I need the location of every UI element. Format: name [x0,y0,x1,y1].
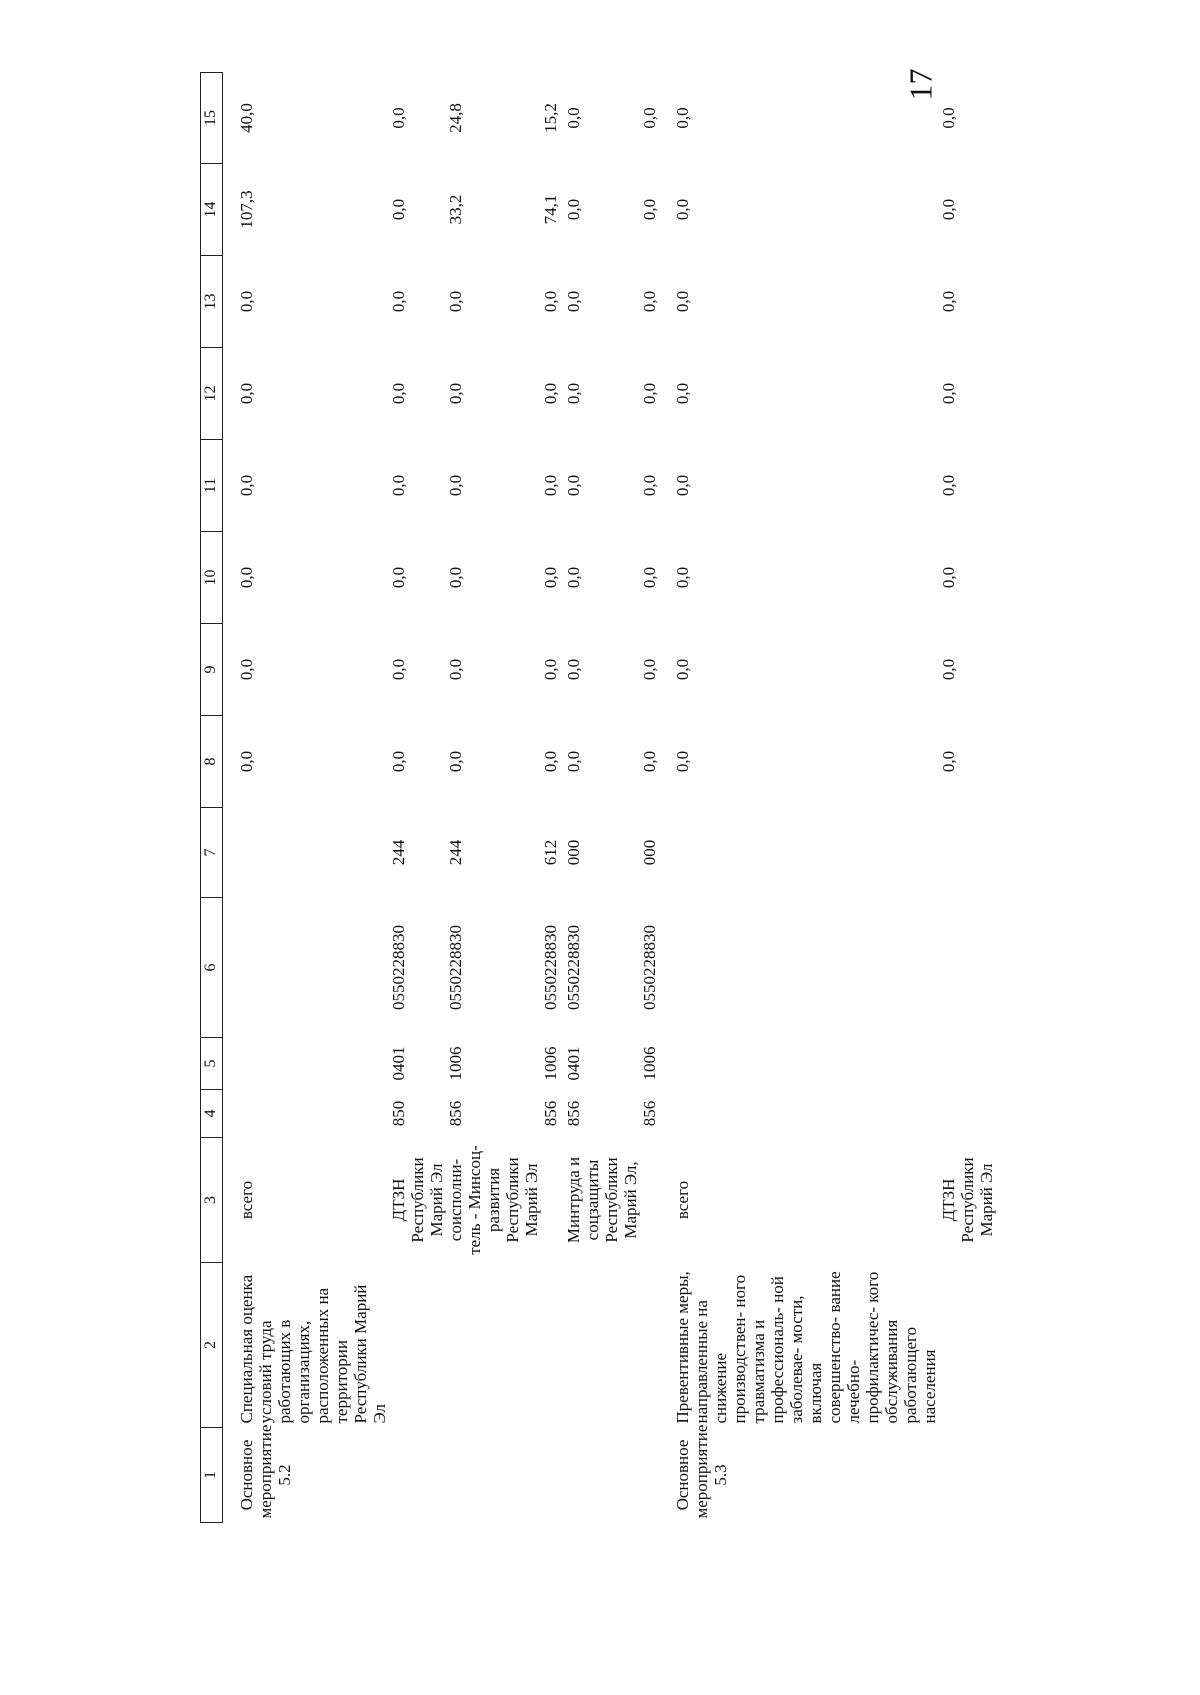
table-row [640,73,659,1523]
table-cell [223,808,390,898]
table-cell: всего [673,1180,692,1220]
table-cell [541,1138,560,1263]
table-cell [939,898,996,1038]
header-cell: 8 [201,716,223,808]
table-cell: 0,0 [673,474,692,497]
table-cell: 0,0 [541,566,560,589]
header-cell: 14 [201,164,223,256]
table-cell: 000 [564,839,583,866]
table-cell: 1006 [541,1046,560,1081]
table-cell: 0,0 [673,290,692,313]
table-cell: 0,0 [564,566,583,589]
header-cell: 2 [201,1263,223,1428]
table-body [223,73,997,1523]
table-cell: 0550228830 [541,925,560,1010]
table-cell: 0550228830 [446,925,465,1010]
table-cell: 856 [541,1100,560,1127]
header-cell: 6 [201,898,223,1038]
table-cell [939,1038,996,1090]
table-cell [659,898,939,1038]
table-cell: 0,0 [640,474,659,497]
table-cell [640,1428,659,1523]
table-cell: 0,0 [389,290,408,313]
table-cell: 0,0 [446,566,465,589]
table-cell: 0,0 [640,382,659,405]
table-cell: 0,0 [673,566,692,589]
table-cell [389,1428,446,1523]
table-row [560,73,640,1523]
table-row [939,73,996,1523]
table-cell: 0,0 [640,750,659,773]
table-cell: 0,0 [939,658,958,681]
budget-table [200,72,996,1523]
table-cell: 856 [564,1100,583,1127]
table-cell: 0,0 [939,382,958,405]
table-cell: 0,0 [640,290,659,313]
table-cell: 1006 [446,1046,465,1081]
table-cell: 0,0 [237,750,256,773]
table-cell: 15,2 [541,103,560,133]
table-cell: 0,0 [541,382,560,405]
table-cell [939,1090,996,1138]
table-cell [640,1138,659,1263]
table-cell [939,1428,996,1523]
table-cell: 0,0 [939,198,958,221]
table-cell: 0,0 [389,382,408,405]
table-cell: Превентивные меры, направленные на снижение производствен- ного травматизма и профессиональ- ной заболевае- мости, включая совершенство- вание лечебно- профилактичес- кого обслуживания работающего населения [673,1271,939,1424]
table-cell: 0,0 [640,198,659,221]
table-cell: 0,0 [446,474,465,497]
table-cell: Основное мероприятие 5.3 [673,1424,730,1519]
table-cell: 0,0 [446,750,465,773]
table-cell [446,1263,541,1428]
table-cell [446,1428,541,1523]
table-cell: 0,0 [541,658,560,681]
table-row [446,73,541,1523]
header-cell: 4 [201,1090,223,1138]
table-cell: 0,0 [564,474,583,497]
table-cell: 0,0 [389,566,408,589]
table-cell: 0,0 [564,658,583,681]
table-cell: Минтруда и соцзащиты Республики Марий Эл, [564,1156,640,1244]
table-cell [541,1263,560,1428]
table-cell: 612 [541,839,560,866]
table-cell: 1006 [640,1046,659,1081]
table-cell: 0,0 [389,474,408,497]
table-cell [640,1263,659,1428]
table-cell [223,1038,390,1090]
table-cell: 0,0 [640,107,659,129]
table-cell [939,808,996,898]
table-cell: 0,0 [237,474,256,497]
table-cell: 0,0 [640,566,659,589]
table-cell: 0550228830 [389,925,408,1010]
table-cell [939,1263,996,1428]
header-cell: 5 [201,1038,223,1090]
table-cell [389,1263,446,1428]
table-cell: ДТЗН Республики Марий Эл [939,1157,996,1243]
table-cell: 0,0 [541,474,560,497]
table-cell [223,898,390,1038]
table-cell: 0,0 [237,290,256,313]
table-row [389,73,446,1523]
table-cell: 40,0 [237,103,256,133]
table-cell: 0,0 [939,750,958,773]
table-cell: 0,0 [541,290,560,313]
header-cell: 11 [201,440,223,532]
table-cell: 24,8 [446,103,465,133]
table-cell: 0,0 [640,658,659,681]
table-cell [560,1263,640,1428]
header-cell: 3 [201,1138,223,1263]
table-cell: всего [237,1180,256,1220]
table-cell: 0,0 [939,566,958,589]
table-cell: 0,0 [564,198,583,221]
table-cell: 0,0 [389,658,408,681]
table-cell: 0,0 [673,658,692,681]
table-cell: 0,0 [389,198,408,221]
table-cell [659,808,939,898]
table-cell [541,1428,560,1523]
table-cell: 0,0 [939,107,958,129]
table-cell: 0,0 [237,658,256,681]
table-cell: 0,0 [673,107,692,129]
header-row [201,73,223,1523]
table-cell: 0550228830 [564,925,583,1010]
table-cell: 850 [389,1100,408,1127]
table-cell [223,1090,390,1138]
table-cell: 244 [389,839,408,866]
table-cell: 33,2 [446,194,465,225]
table-cell: 107,3 [237,190,256,229]
table-cell: 0,0 [237,382,256,405]
table-row [223,73,390,1523]
table-cell: 0,0 [541,750,560,773]
header-cell: 13 [201,256,223,348]
table-cell: 0,0 [939,474,958,497]
header-cell: 12 [201,348,223,440]
header-cell: 10 [201,532,223,624]
table-cell: 244 [446,839,465,866]
table-cell: 0,0 [564,750,583,773]
table-cell: 0,0 [564,107,583,129]
header-cell: 7 [201,808,223,898]
header-cell: 9 [201,624,223,716]
table-cell: 74,1 [541,194,560,225]
table-cell: 0,0 [446,658,465,681]
table-cell [659,1038,939,1090]
table-cell: 0,0 [939,290,958,313]
header-cell: 1 [201,1428,223,1523]
table-cell: 0,0 [673,750,692,773]
table-cell: 0,0 [673,198,692,221]
table-cell [659,1090,939,1138]
table-cell: 0401 [389,1046,408,1081]
table-cell: 0,0 [446,290,465,313]
table-row [541,73,560,1523]
table-cell: 0550228830 [640,925,659,1010]
table-cell: 0,0 [389,750,408,773]
table-cell: 0,0 [237,566,256,589]
table-cell: соисполни- тель - Минсоц- развития Республики Марий Эл [446,1145,541,1255]
rotated-page [200,73,996,1523]
table-cell: 0,0 [673,382,692,405]
table-cell: Специальная оценка условий труда работающих в организациях, расположенных на территории Республики Марий Эл [237,1274,389,1424]
table-cell: 0,0 [389,107,408,129]
table-cell: 000 [640,839,659,866]
table-row [659,73,939,1523]
table-cell: ДТЗН Республики Марий Эл [389,1157,446,1243]
page-number: 17 [902,68,939,101]
table-cell: Основное мероприятие 5.2 [237,1424,294,1519]
table-cell: 0,0 [564,290,583,313]
header-cell: 15 [201,73,223,164]
table-cell: 0,0 [564,382,583,405]
table-cell: 856 [446,1100,465,1127]
table-cell: 856 [640,1100,659,1127]
table-cell: 0,0 [446,382,465,405]
table-cell: 0401 [564,1046,583,1081]
table-cell [560,1428,640,1523]
